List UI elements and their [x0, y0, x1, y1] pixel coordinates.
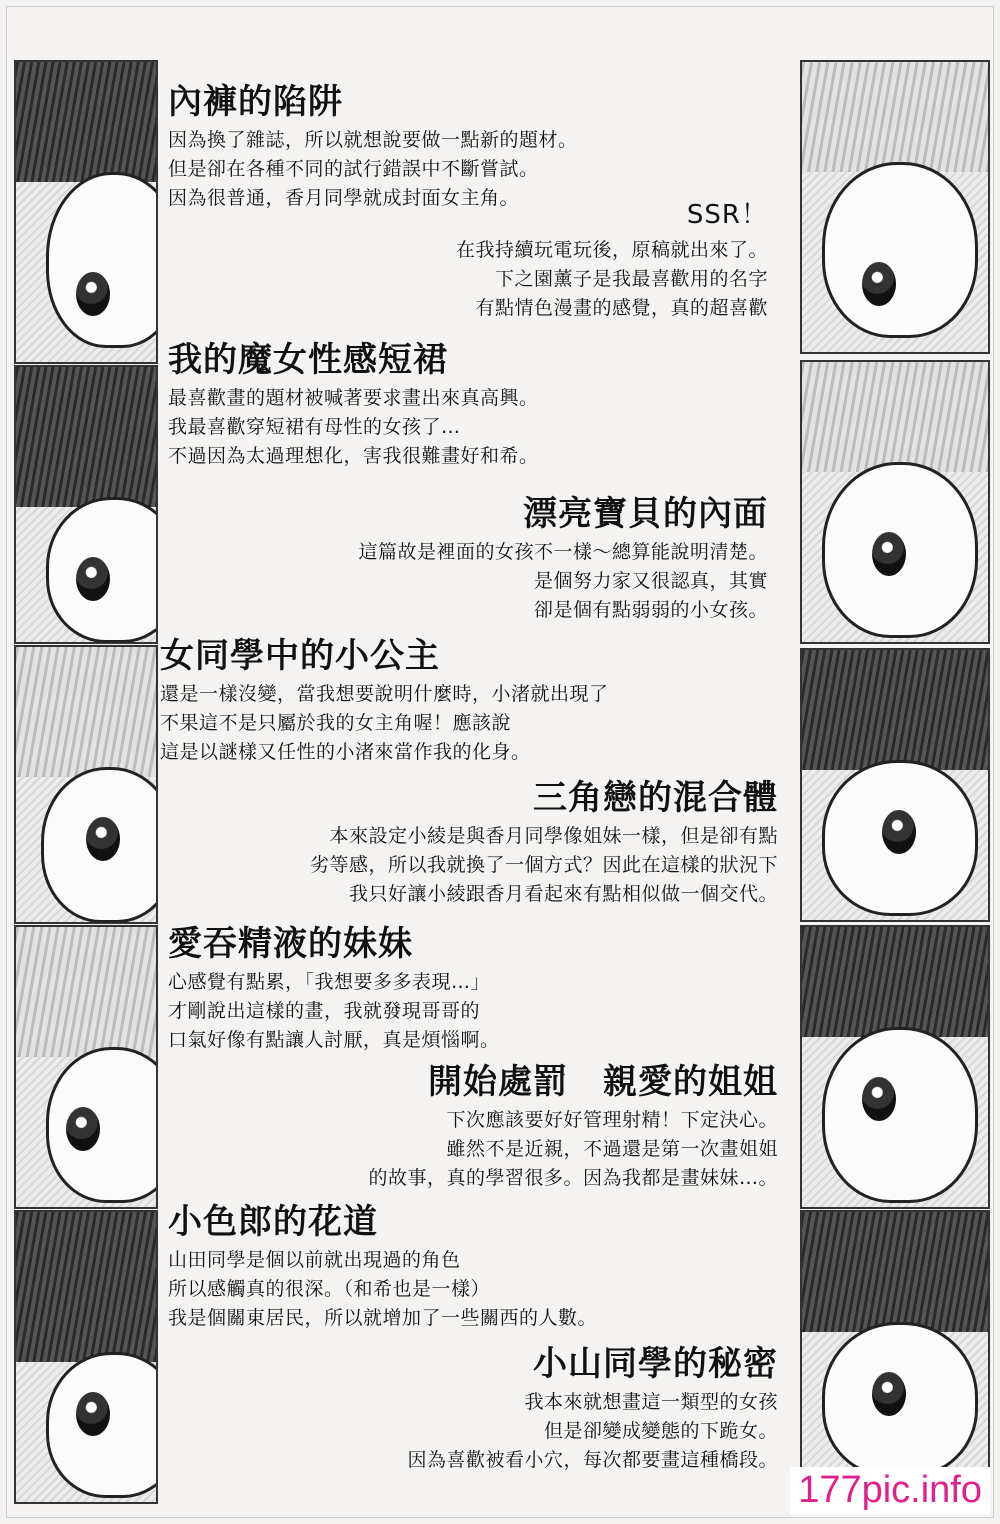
section-line: 山田同學是個以前就出現過的角色 — [168, 1249, 461, 1271]
section-line: 我本來就想畫這一類型的女孩 — [524, 1391, 778, 1413]
section-line: 因為換了雜誌，所以就想說要做一點新的題材。 — [168, 129, 578, 151]
section-line: 本來設定小綾是與香月同學像姐妹一樣，但是卻有點 — [329, 825, 778, 847]
section-6 — [310, 778, 778, 909]
section-line: 心感覺有點累，「我想要多多表現…」 — [168, 971, 491, 993]
section-7 — [168, 924, 500, 1055]
section-3 — [168, 340, 539, 471]
section-line: 這是以謎樣又任性的小渚來當作我的化身。 — [160, 741, 531, 763]
character-panel-right-4 — [800, 925, 990, 1209]
character-panel-left-3 — [14, 645, 158, 924]
section-title: 漂亮寶貝的內面 — [523, 494, 768, 534]
section-10 — [407, 1344, 778, 1475]
section-line: 下之園薰子是我最喜歡用的名字 — [494, 268, 768, 290]
section-line: 下次應該要好好管理射精！下定決心。 — [446, 1109, 778, 1131]
section-line: 我只好讓小綾跟香月看起來有點相似做一個交代。 — [348, 883, 778, 905]
section-line: 劣等感，所以我就換了一個方式？因此在這樣的狀況下 — [309, 854, 778, 876]
character-panel-left-1 — [14, 60, 158, 364]
character-panel-left-5 — [14, 1210, 158, 1504]
section-line: 因為很普通，香月同學就成封面女主角。 — [168, 187, 520, 209]
character-panel-right-1 — [800, 60, 990, 354]
section-line: 不果這不是只屬於我的女主角喔！應該說 — [160, 712, 512, 734]
character-panel-left-2 — [14, 365, 158, 644]
section-line: 因為喜歡被看小穴，每次都要畫這種橋段。 — [407, 1449, 778, 1471]
section-2 — [456, 198, 768, 323]
section-line: 是個努力家又很認真，其實 — [533, 570, 768, 592]
section-4 — [358, 494, 768, 625]
section-line: 我最喜歡穿短裙有母性的女孩了… — [168, 416, 461, 438]
section-line: 但是卻變成變態的下跪女。 — [543, 1420, 778, 1442]
section-line: 的故事，真的學習很多。因為我都是畫妹妹…。 — [368, 1167, 778, 1189]
section-line: 有點情色漫畫的感覺，真的超喜歡 — [475, 297, 768, 319]
section-line: 口氣好像有點讓人討厭，真是煩惱啊。 — [168, 1029, 500, 1051]
section-1 — [168, 82, 578, 213]
section-9 — [168, 1202, 597, 1333]
section-title: 我的魔女性感短裙 — [168, 340, 448, 380]
section-line: 在我持續玩電玩後，原稿就出來了。 — [455, 239, 768, 261]
section-title: 小色郎的花道 — [168, 1202, 378, 1242]
section-line: 卻是個有點弱弱的小女孩。 — [533, 599, 768, 621]
section-5 — [160, 636, 609, 767]
watermark: 177pic.info — [790, 1467, 990, 1514]
section-title: 小山同學的秘密 — [533, 1344, 778, 1384]
section-title: 內褲的陷阱 — [168, 82, 343, 122]
section-title: 三角戀的混合體 — [533, 778, 778, 818]
section-line: 不過因為太過理想化，害我很難畫好和希。 — [168, 445, 539, 467]
section-title: 開始處罰 親愛的姐姐 — [428, 1062, 778, 1102]
section-line: 還是一樣沒變，當我想要說明什麼時，小渚就出現了 — [160, 683, 609, 705]
character-panel-right-2 — [800, 360, 990, 644]
character-panel-left-4 — [14, 925, 158, 1209]
section-line: 但是卻在各種不同的試行錯誤中不斷嘗試。 — [168, 158, 539, 180]
section-line: 才剛說出這樣的畫，我就發現哥哥的 — [168, 1000, 481, 1022]
section-title: 愛吞精液的妹妹 — [168, 924, 413, 964]
section-title: SSR！ — [686, 200, 768, 230]
section-line: 我是個關東居民，所以就增加了一些關西的人數。 — [168, 1307, 598, 1329]
character-panel-right-5 — [800, 1210, 990, 1484]
section-line: 雖然不是近親，不過還是第一次畫姐姐 — [446, 1138, 778, 1160]
character-panel-right-3 — [800, 648, 990, 922]
section-line: 這篇故是裡面的女孩不一樣～總算能說明清楚。 — [358, 541, 768, 563]
section-line: 最喜歡畫的題材被喊著要求畫出來真高興。 — [168, 387, 539, 409]
section-line: 所以感觸真的很深。（和希也是一樣） — [168, 1278, 491, 1300]
section-8 — [368, 1062, 778, 1193]
section-title: 女同學中的小公主 — [160, 636, 440, 676]
